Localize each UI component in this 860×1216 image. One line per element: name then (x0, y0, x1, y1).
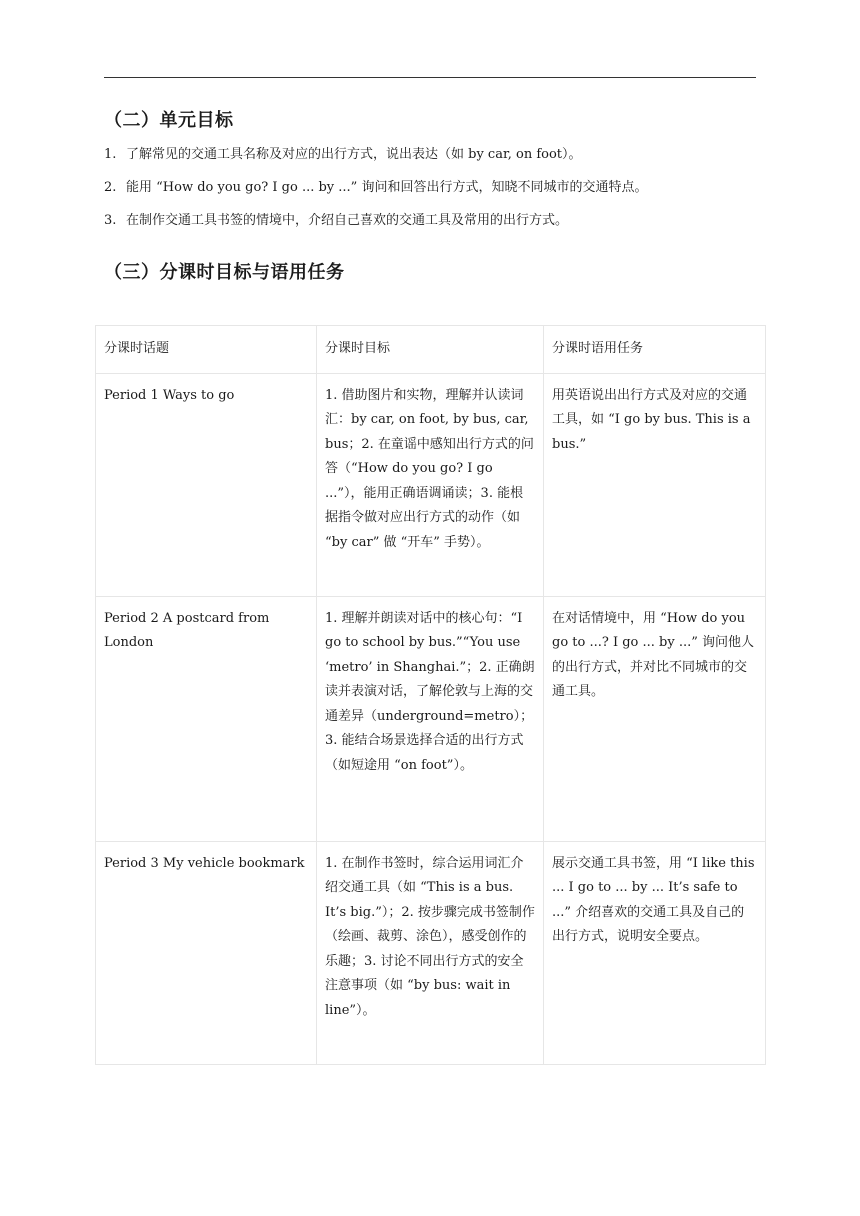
goal-number: 1. (104, 147, 117, 162)
goal-item (104, 179, 647, 212)
section-heading-unit-goals: （二）单元目标 (104, 110, 234, 131)
cell-goals: 1. 在制作书签时，综合运用词汇介绍交通工具（如 “This is a bus. It’s big.”）；2. 按步骤完成书签制作（绘画、裁剪、涂色），感受创作的乐趣；3. 讨论不同出行方式的安全注意事项（如 “by bus: wait in line”）。 (317, 841, 544, 1064)
cell-topic: Period 2 A postcard from London (96, 596, 317, 841)
table-row (96, 596, 766, 841)
cell-topic: Period 3 My vehicle bookmark (96, 841, 317, 1064)
goal-number: 2. (104, 180, 117, 195)
unit-goals-list (104, 146, 647, 245)
goal-item (104, 146, 647, 179)
table-header-row (96, 326, 766, 374)
cell-tasks: 用英语说出出行方式及对应的交通工具，如 “I go by bus. This is a bus.” (544, 373, 766, 596)
cell-topic: Period 1 Ways to go (96, 373, 317, 596)
period-goals-table (95, 325, 766, 1065)
cell-tasks: 展示交通工具书签，用 “I like this ... I go to ... by ... It’s safe to ...” 介绍喜欢的交通工具及自己的出行方式，说明安全要点。 (544, 841, 766, 1064)
cell-goals: 1. 理解并朗读对话中的核心句：“I go to school by bus.”“You use ‘metro’ in Shanghai.”；2. 正确朗读并表演对话，了解伦敦与上海的交通差异（underground=metro）；3. 能结合场景选择合适的出行方式（如短途用 “on foot”）。 (317, 596, 544, 841)
goal-text: 了解常见的交通工具名称及对应的出行方式，说出表达（如 by car, on foot）。 (126, 147, 582, 162)
header-tasks: 分课时语用任务 (544, 326, 766, 374)
goal-number: 3. (104, 213, 117, 228)
table-row (96, 373, 766, 596)
cell-tasks: 在对话情境中，用 “How do you go to ...? I go ... by ...” 询问他人的出行方式，并对比不同城市的交通工具。 (544, 596, 766, 841)
table-row (96, 841, 766, 1064)
cell-goals: 1. 借助图片和实物，理解并认读词汇：by car, on foot, by bus, car, bus；2. 在童谣中感知出行方式的问答（“How do you go? I go ...”），能用正确语调诵读；3. 能根据指令做对应出行方式的动作（如 “by car” 做 “开车” 手势）。 (317, 373, 544, 596)
goal-text: 在制作交通工具书签的情境中，介绍自己喜欢的交通工具及常用的出行方式。 (126, 213, 569, 228)
header-topic: 分课时话题 (96, 326, 317, 374)
header-rule (104, 77, 756, 78)
goal-text: 能用 “How do you go? I go ... by ...” 询问和回答出行方式，知晓不同城市的交通特点。 (126, 180, 648, 195)
section-heading-period-goals: （三）分课时目标与语用任务 (104, 262, 345, 283)
header-goals: 分课时目标 (317, 326, 544, 374)
goal-item (104, 212, 647, 245)
